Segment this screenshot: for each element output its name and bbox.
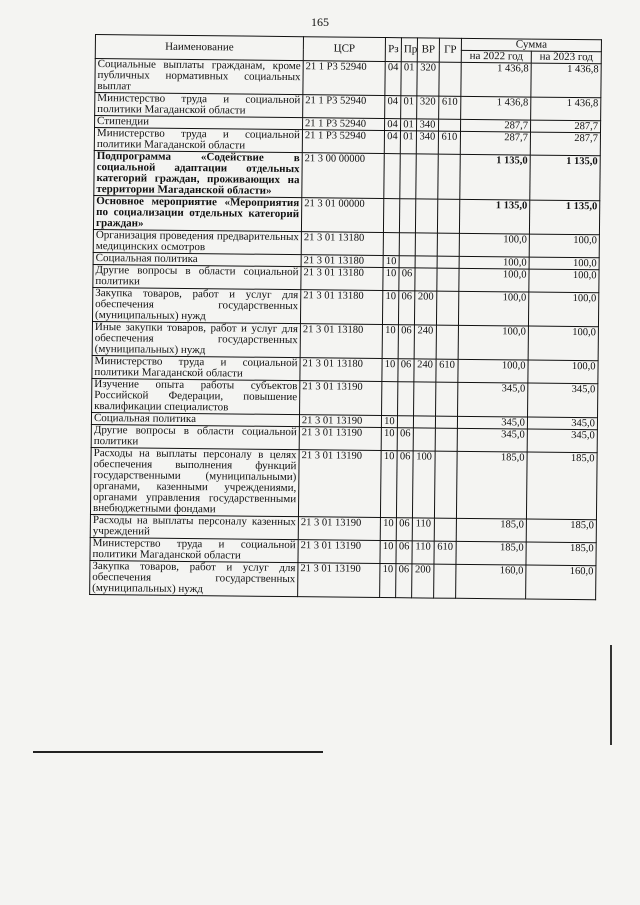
cell-sum-2022: 345,0: [457, 428, 527, 452]
cell-rz: 04: [385, 96, 401, 119]
cell-gr: [435, 428, 457, 451]
cell-pr: 06: [399, 268, 415, 291]
cell-vr: 100: [412, 451, 435, 518]
cell-sum-2023: 1 436,8: [531, 97, 601, 121]
cell-csr: 21 1 Р3 52940: [303, 118, 385, 131]
cell-sum-2023: 100,0: [529, 269, 599, 293]
cell-sum-2023: 160,0: [526, 565, 596, 600]
cell-name: Социальная политика: [93, 252, 301, 266]
cell-pr: 06: [397, 428, 413, 451]
cell-sum-2023: 1 436,8: [531, 63, 601, 98]
cell-sum-2022: 287,7: [460, 131, 530, 155]
cell-rz: 10: [380, 518, 396, 541]
cell-vr: [415, 199, 437, 233]
cell-pr: 01: [401, 96, 417, 119]
cell-rz: 04: [385, 119, 401, 131]
cell-name: Расходы на выплаты персоналу в целях обеспечения выполнения функций государственными (муниципальными) органами, казенными учреждениями, органами управления государственными внебюджетными фондами: [90, 447, 299, 516]
cell-name: Министерство труда и социальной политики Магаданской области: [90, 537, 298, 562]
cell-csr: 21 3 01 13180: [300, 358, 382, 382]
cell-sum-2023: 1 135,0: [530, 155, 600, 201]
cell-rz: 10: [381, 428, 397, 451]
cell-gr: 610: [436, 359, 458, 382]
cell-vr: [415, 233, 437, 256]
cell-vr: 320: [417, 96, 439, 119]
cell-sum-2022: 1 436,8: [461, 96, 531, 120]
header-vr: ВР: [417, 38, 439, 62]
cell-pr: [399, 256, 415, 268]
cell-csr: 21 1 Р3 52940: [303, 95, 385, 119]
cell-pr: 06: [396, 518, 412, 541]
cell-sum-2023: 1 135,0: [529, 200, 599, 235]
header-row: [95, 35, 601, 52]
cell-vr: 320: [417, 62, 439, 96]
cell-rz: 10: [381, 416, 397, 428]
cell-gr: [439, 119, 461, 131]
cell-vr: 200: [412, 564, 434, 598]
cell-sum-2022: 1 135,0: [460, 154, 530, 200]
cell-name: Министерство труда и социальной политики Магаданской области: [94, 128, 302, 153]
cell-vr: [416, 154, 438, 199]
cell-name: Закупка товаров, работ и услуг для обеспечения государственных (муниципальных) нужд: [90, 560, 298, 596]
cell-rz: [382, 382, 398, 416]
cell-sum-2022: 100,0: [458, 291, 528, 326]
cell-sum-2022: 185,0: [456, 451, 527, 519]
cell-pr: [398, 382, 414, 416]
cell-gr: [434, 451, 457, 518]
cell-sum-2022: 287,7: [461, 119, 531, 132]
cell-vr: [413, 428, 435, 451]
cell-sum-2023: 100,0: [529, 234, 599, 258]
cell-gr: [437, 233, 459, 256]
cell-sum-2023: 185,0: [526, 542, 596, 566]
cell-sum-2022: 100,0: [459, 256, 529, 269]
cell-rz: 10: [383, 268, 399, 291]
cell-sum-2023: 345,0: [527, 429, 597, 453]
cell-pr: 01: [401, 119, 417, 131]
cell-gr: 610: [439, 96, 461, 119]
cell-sum-2023: 345,0: [527, 417, 597, 430]
cell-gr: [436, 382, 458, 416]
header-sum: Сумма: [461, 38, 601, 51]
cell-sum-2023: 345,0: [528, 383, 598, 418]
cell-name: Другие вопросы в области социальной политики: [93, 264, 301, 289]
cell-sum-2023: 185,0: [526, 519, 596, 543]
cell-vr: [415, 256, 437, 268]
cell-name: Закупка товаров, работ и услуг для обеспечения государственных (муниципальных) нужд: [92, 287, 300, 323]
cell-rz: 10: [380, 541, 396, 564]
cell-pr: 06: [396, 541, 412, 564]
cell-csr: 21 3 00 00000: [302, 153, 384, 199]
cell-csr: 21 3 01 13190: [298, 450, 381, 518]
cell-gr: [439, 62, 461, 96]
cell-sum-2022: 1 436,8: [461, 62, 531, 97]
cell-csr: 21 3 01 13190: [299, 415, 381, 428]
cell-sum-2022: 345,0: [458, 382, 528, 417]
cell-sum-2023: 100,0: [528, 292, 598, 327]
cell-gr: [437, 256, 459, 268]
cell-name: Другие вопросы в области социальной политики: [91, 424, 299, 449]
cell-csr: 21 3 01 13190: [298, 540, 380, 564]
header-year-2023: на 2023 год: [531, 51, 601, 64]
cell-sum-2023: 287,7: [530, 120, 600, 133]
cell-rz: 10: [380, 564, 396, 598]
cell-vr: 110: [412, 518, 434, 541]
cell-sum-2023: 287,7: [530, 132, 600, 156]
cell-sum-2022: 185,0: [456, 518, 526, 542]
cell-csr: 21 3 01 13180: [300, 324, 382, 359]
cell-gr: [436, 325, 458, 359]
cell-pr: [399, 233, 415, 256]
cell-pr: 06: [398, 325, 414, 359]
cell-sum-2023: 185,0: [526, 452, 597, 520]
cell-pr: [399, 199, 415, 233]
table-row: [94, 150, 600, 200]
cell-vr: 340: [417, 119, 439, 131]
cell-name: Основное мероприятие «Мероприятия по социализации отдельных категорий граждан»: [93, 195, 301, 231]
cell-sum-2022: 100,0: [458, 325, 528, 360]
cell-csr: 21 3 01 13180: [300, 290, 382, 325]
cell-csr: 21 3 01 13190: [299, 427, 381, 451]
header-gr: ГР: [439, 38, 461, 62]
cell-name: Социальные выплаты гражданам, кроме публичных нормативных социальных выплат: [95, 59, 303, 95]
cell-pr: 01: [400, 131, 416, 154]
cell-vr: [415, 268, 437, 291]
cell-rz: 10: [382, 325, 398, 359]
cell-gr: [435, 416, 457, 428]
cell-pr: 06: [398, 291, 414, 325]
budget-table: [89, 34, 602, 600]
cell-pr: [397, 416, 413, 428]
header-pr: Пр: [401, 38, 417, 62]
table-row: [90, 447, 597, 519]
page-number: 165: [311, 15, 329, 29]
cell-vr: 200: [414, 291, 436, 325]
cell-name: Иные закупки товаров, работ и услуг для обеспечения государственных (муниципальных) нужд: [92, 321, 300, 357]
cell-vr: 110: [412, 541, 434, 564]
header-csr: ЦСР: [303, 37, 385, 62]
cell-rz: 10: [383, 256, 399, 268]
header-rz: Рз: [385, 38, 401, 62]
cell-vr: 240: [414, 325, 436, 359]
header-name: Наименование: [95, 35, 303, 61]
cell-rz: 10: [382, 291, 398, 325]
cell-csr: 21 3 01 13180: [301, 267, 383, 291]
cell-gr: [436, 291, 458, 325]
cell-name: Организация проведения предварительных медицинских осмотров: [93, 229, 301, 254]
cell-pr: [400, 154, 416, 199]
cell-sum-2022: 160,0: [456, 564, 526, 599]
cell-csr: 21 3 01 13180: [301, 255, 383, 268]
cell-csr: 21 3 01 13180: [301, 232, 383, 256]
cell-csr: 21 3 01 00000: [301, 198, 383, 233]
cell-sum-2023: 100,0: [529, 257, 599, 270]
cell-pr: 01: [401, 62, 417, 96]
cell-gr: [438, 154, 460, 199]
cell-rz: 10: [382, 359, 398, 382]
cell-pr: 06: [398, 359, 414, 382]
cell-csr: 21 1 Р3 52940: [302, 130, 384, 154]
cell-gr: [434, 518, 456, 541]
cell-vr: [414, 382, 436, 416]
cell-gr: [437, 268, 459, 291]
cell-vr: 340: [416, 131, 438, 154]
cell-sum-2022: 185,0: [456, 541, 526, 565]
cell-gr: [437, 199, 459, 233]
cell-sum-2023: 100,0: [528, 326, 598, 361]
cell-name: Министерство труда и социальной политики Магаданской области: [92, 355, 300, 380]
bottom-rule: [33, 751, 323, 753]
cell-sum-2022: 345,0: [457, 416, 527, 429]
cell-rz: [383, 199, 399, 233]
side-mark: [610, 645, 612, 745]
cell-sum-2022: 100,0: [459, 268, 529, 292]
cell-gr: 610: [438, 131, 460, 154]
cell-name: Расходы на выплаты персоналу казенных учреждений: [90, 514, 298, 539]
cell-rz: 10: [380, 451, 397, 518]
cell-sum-2022: 1 135,0: [459, 199, 529, 234]
cell-name: Социальная политика: [91, 412, 299, 426]
cell-rz: [383, 233, 399, 256]
cell-csr: 21 3 01 13190: [298, 563, 380, 598]
cell-rz: [384, 154, 400, 199]
table-row: [90, 560, 596, 599]
cell-gr: 610: [434, 541, 456, 564]
cell-name: Изучение опыта работы субъектов Российской Федерации, повышение квалификации специалистов: [92, 378, 300, 414]
cell-sum-2022: 100,0: [459, 233, 529, 257]
cell-vr: 240: [414, 359, 436, 382]
cell-csr: 21 3 01 13190: [298, 517, 380, 541]
cell-name: Стипендии: [95, 116, 303, 130]
cell-pr: 06: [396, 451, 413, 518]
cell-pr: 06: [396, 564, 412, 598]
cell-gr: [434, 564, 456, 598]
header-year-2022: на 2022 год: [461, 50, 531, 63]
cell-csr: 21 3 01 13190: [300, 381, 382, 416]
cell-rz: 04: [385, 62, 401, 96]
cell-rz: 04: [384, 131, 400, 154]
cell-csr: 21 1 Р3 52940: [303, 61, 385, 96]
cell-sum-2022: 100,0: [458, 359, 528, 383]
cell-vr: [413, 416, 435, 428]
cell-name: Министерство труда и социальной политики Магаданской области: [95, 93, 303, 118]
cell-sum-2023: 100,0: [528, 360, 598, 384]
cell-name: Подпрограмма «Содействие в социальной адаптации отдельных категорий граждан, проживающих на территории Магаданской области»: [94, 150, 302, 197]
